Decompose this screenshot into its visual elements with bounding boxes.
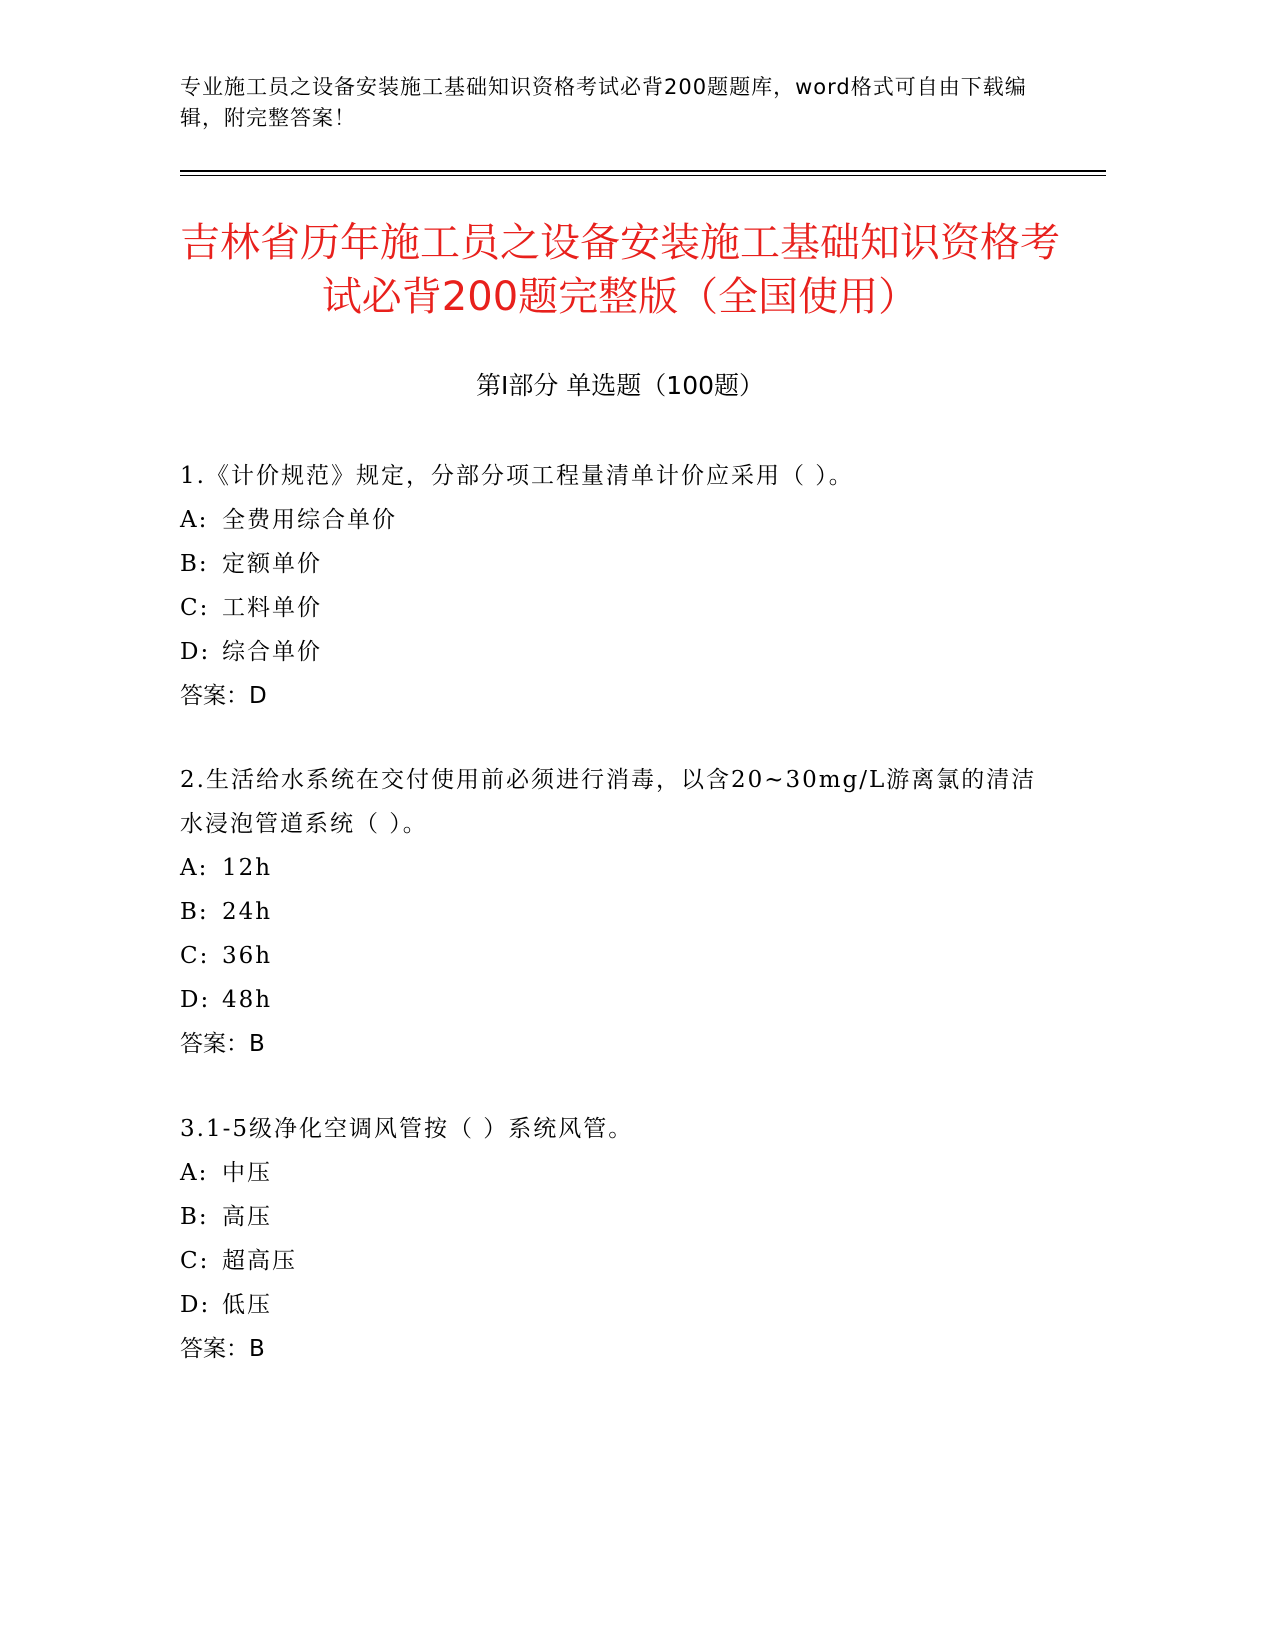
- option-text: 36h: [222, 943, 273, 969]
- option-letter: A:: [180, 1160, 209, 1186]
- option-d: [180, 630, 1040, 674]
- question-1: [180, 454, 1040, 718]
- option-a: [180, 1151, 1040, 1195]
- answer-value: B: [249, 1336, 265, 1362]
- option-letter: A:: [180, 507, 209, 533]
- answer-label: 答案：: [180, 1031, 249, 1057]
- document-title: 吉林省历年施工员之设备安装施工基础知识资格考试必背200题完整版（全国使用）: [180, 220, 1060, 320]
- section-heading: 第Ⅰ部分 单选题（100题）: [475, 371, 765, 400]
- question-stem: 2.生活给水系统在交付使用前必须进行消毒，以含20~30mg/L游离氯的清洁水浸泡管道系统（ ）。: [180, 767, 1037, 837]
- option-letter: C:: [180, 1248, 210, 1274]
- option-letter: A:: [180, 855, 209, 881]
- option-c: [180, 1239, 1040, 1283]
- option-text: 中压: [222, 1160, 272, 1186]
- question-2: [180, 758, 1040, 1066]
- answer-label: 答案：: [180, 683, 249, 709]
- option-text: 定额单价: [222, 551, 322, 577]
- header-divider-thick: [180, 170, 1106, 172]
- option-text: 24h: [222, 899, 273, 925]
- option-letter: D:: [180, 639, 211, 665]
- question-3: [180, 1107, 1040, 1371]
- option-letter: B:: [180, 899, 209, 925]
- option-c: [180, 934, 1040, 978]
- option-letter: C:: [180, 595, 210, 621]
- option-text: 高压: [222, 1204, 272, 1230]
- answer-line: [180, 1022, 1040, 1066]
- option-text: 12h: [222, 855, 273, 881]
- question-stem: 1.《计价规范》规定，分部分项工程量清单计价应采用（ ）。: [180, 463, 854, 489]
- option-a: [180, 846, 1040, 890]
- option-d: [180, 978, 1040, 1022]
- option-letter: B:: [180, 551, 209, 577]
- header-divider-thin: [180, 175, 1106, 176]
- answer-value: B: [249, 1031, 265, 1057]
- answer-line: [180, 1327, 1040, 1371]
- option-text: 超高压: [222, 1248, 297, 1274]
- option-text: 综合单价: [222, 639, 322, 665]
- option-b: [180, 1195, 1040, 1239]
- option-letter: C:: [180, 943, 210, 969]
- question-stem: 3.1-5级净化空调风管按（ ）系统风管。: [180, 1116, 634, 1142]
- answer-label: 答案：: [180, 1336, 249, 1362]
- option-letter: D:: [180, 1292, 211, 1318]
- answer-value: D: [249, 683, 267, 709]
- header-note: 专业施工员之设备安装施工基础知识资格考试必背200题题库，word格式可自由下载编辑，附完整答案！: [180, 75, 1027, 130]
- option-text: 工料单价: [222, 595, 322, 621]
- option-text: 低压: [222, 1292, 272, 1318]
- option-b: [180, 890, 1040, 934]
- option-letter: B:: [180, 1204, 209, 1230]
- option-letter: D:: [180, 987, 211, 1013]
- answer-line: [180, 674, 1040, 718]
- option-a: [180, 498, 1040, 542]
- option-text: 全费用综合单价: [222, 507, 397, 533]
- option-d: [180, 1283, 1040, 1327]
- option-c: [180, 586, 1040, 630]
- option-b: [180, 542, 1040, 586]
- option-text: 48h: [222, 987, 273, 1013]
